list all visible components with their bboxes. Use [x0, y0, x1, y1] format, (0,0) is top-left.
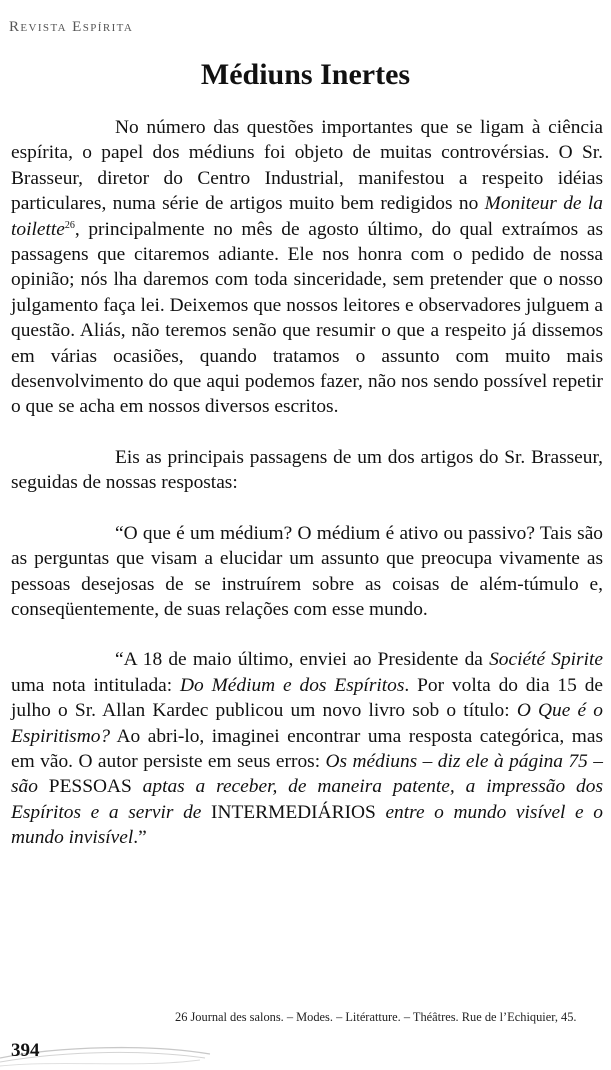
footnote: 26 Journal des salons. – Modes. – Litératture. – Théâtres. Rue de l’Echiquier, 45.: [175, 1010, 577, 1024]
paragraph-3: [11, 521, 603, 623]
italic-text: O Que é o Espiritismo?: [11, 700, 604, 747]
italic-text: entre o mundo visível e o mundo invisível: [11, 801, 603, 849]
text-run: , principalmente no mês de agosto último, do qual extraímos as passagens que citaremos adiante. Ele nos honra com o pedido de nossa opinião; nós lha daremos com toda sinceridade, sem pretender que o nosso julgamento faça lei. Deixemos que nossos leitores e observadores julguem a questão. Aliás, não teremos senão que resumir o que a respeito já dissemos em várias ocasiões, quando tratamos o assunto com muito mais desenvolvimento do que aqui podemos fazer, não nos sendo possível repetir o que se acha em nossos diversos escritos.: [11, 218, 603, 418]
paragraph-4: [11, 647, 603, 850]
paragraph-2: [11, 445, 603, 496]
text-run: No número das questões importantes que se ligam à ciência espírita, o papel dos médiuns foi objeto de muitas controvérsias. O Sr. Brasseur, diretor do Centro Industrial, manifestou a respeito idéias particulares, numa série de artigos muito bem redigidos no: [11, 117, 603, 215]
text-run: uma nota intitulada:: [11, 674, 181, 696]
footnote-ref: 26: [64, 219, 75, 231]
running-head: Revista Espírita: [9, 19, 134, 35]
text-run: .”: [133, 827, 147, 849]
italic-text: Moniteur de la toilette: [11, 193, 603, 240]
text-run: “O que é um médium? O médium é ativo ou passivo? Tais são as perguntas que visam a elucidar um assunto que preocupa vivamente as pessoas desejosas de se instruírem sobre as coisas de além-túmulo e, conseqüentemente, de suas relações com esse mundo.: [11, 522, 603, 620]
italic-text: Do Médium e dos Espíritos: [180, 674, 405, 696]
page-number: 394: [11, 1040, 40, 1061]
article-body: [11, 115, 603, 851]
text-run: Eis as principais passagens de um dos artigos do Sr. Brasseur, seguidas de nossas respostas:: [11, 446, 603, 494]
italic-text: aptas a receber, de maneira patente, a impressão dos Espíritos e a servir de: [11, 776, 603, 823]
paragraph-1: [11, 115, 603, 420]
italic-text: Société Spirite: [489, 649, 603, 671]
text-run: “A 18 de maio último, enviei ao Presidente da: [115, 649, 490, 671]
article-title: Médiuns Inertes: [200, 58, 411, 91]
text-run: PESSOAS: [37, 776, 143, 798]
text-run: . Por volta do dia 15 de julho o Sr. Allan Kardec publicou um novo livro sob o título:: [11, 674, 603, 722]
italic-text: Os médiuns – diz ele à página 75 – são: [11, 750, 603, 798]
text-run: Ao abri-lo, imaginei encontrar uma resposta categórica, mas em vão. O autor persiste em seus erros:: [11, 725, 603, 772]
text-run: INTERMEDIÁRIOS: [201, 801, 386, 823]
